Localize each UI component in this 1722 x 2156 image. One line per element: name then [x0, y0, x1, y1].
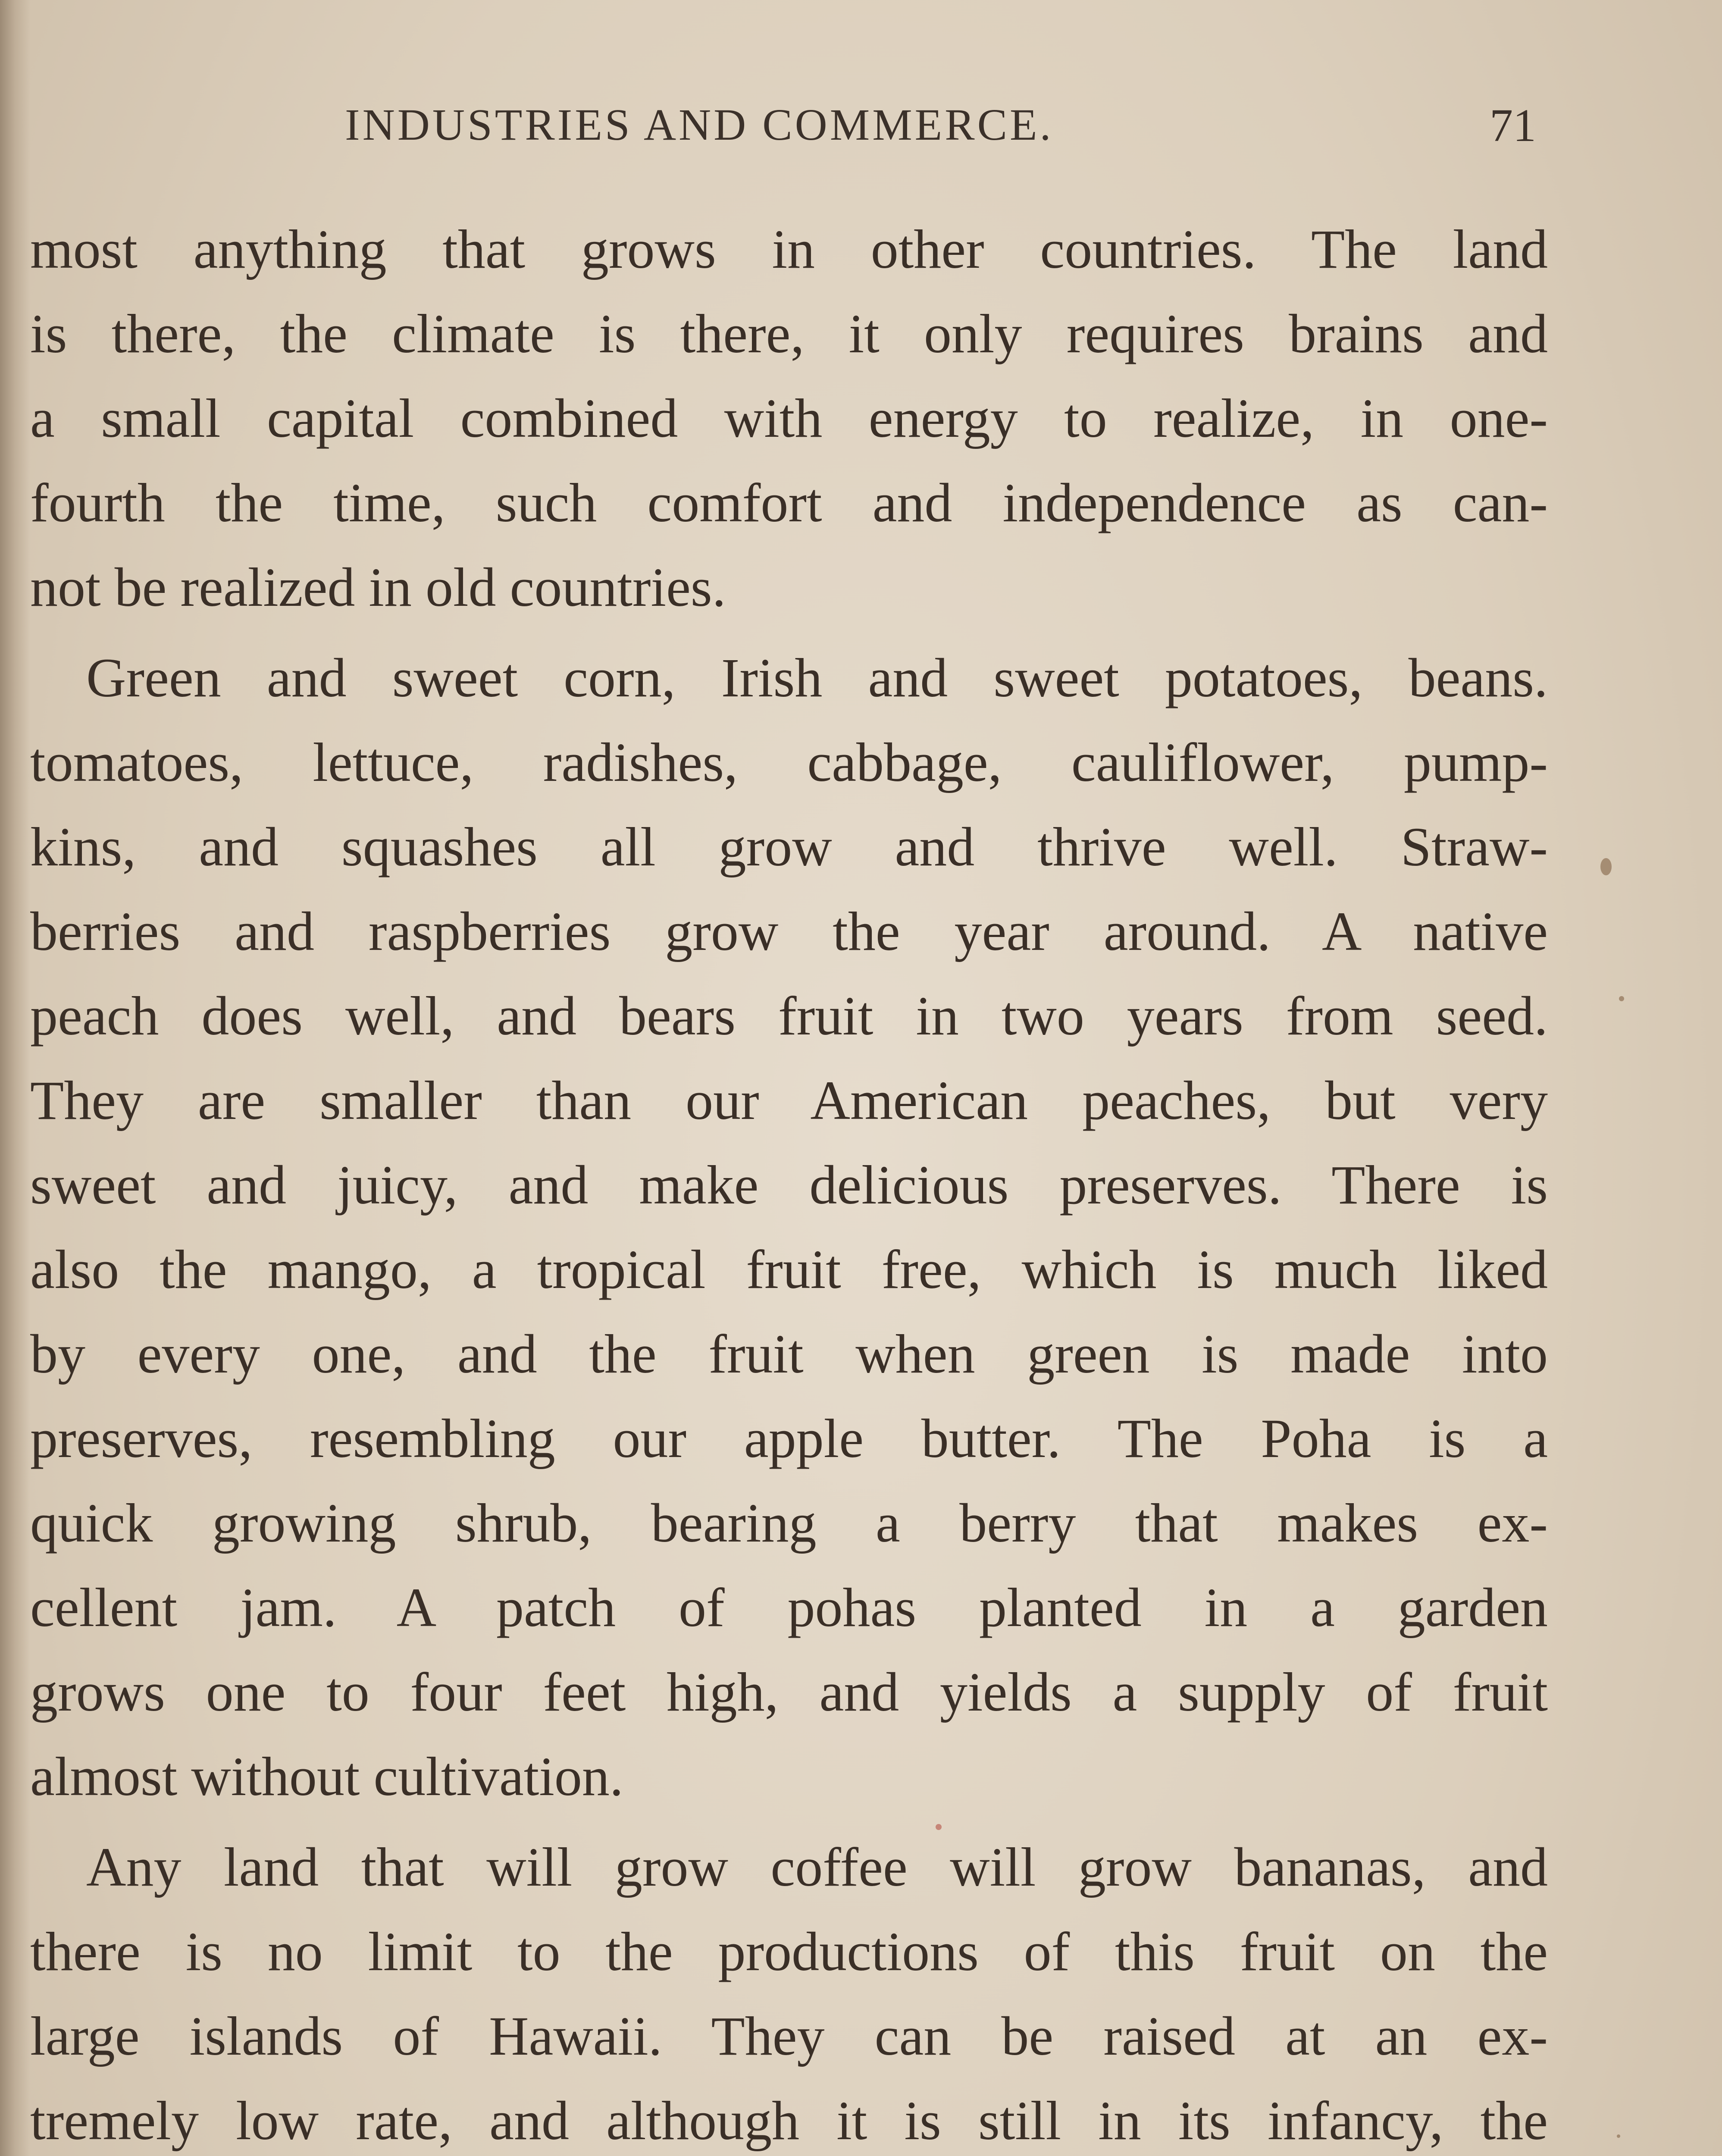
- text-line: Any land that will grow coffee will grow bananas, and: [86, 1836, 1548, 1898]
- running-title: INDUSTRIES AND COMMERCE.: [345, 100, 1054, 150]
- text-line: large islands of Hawaii. They can be raised at an ex-: [30, 2006, 1548, 2067]
- text-line: Green and sweet corn, Irish and sweet potatoes, beans.: [86, 647, 1548, 708]
- paragraph-1: [30, 207, 1548, 630]
- foxing-speck: [1600, 858, 1612, 875]
- text-line: peach does well, and bears fruit in two years from seed.: [30, 985, 1548, 1047]
- text-line: a small capital combined with energy to realize, in one-: [30, 388, 1548, 449]
- body-text: [30, 207, 1548, 2156]
- foxing-speck: [1617, 2134, 1620, 2138]
- foxing-speck: [936, 1824, 942, 1830]
- paragraph-2: [30, 636, 1548, 1819]
- text-line: not be realized in old countries.: [30, 557, 726, 618]
- text-line: by every one, and the fruit when green is made into: [30, 1323, 1548, 1385]
- text-line: quick growing shrub, bearing a berry that makes ex-: [30, 1492, 1548, 1554]
- text-line: most anything that grows in other countries. The land: [30, 219, 1548, 280]
- text-line: fourth the time, such comfort and independence as can-: [30, 472, 1548, 533]
- text-line: cellent jam. A patch of pohas planted in a garden: [30, 1577, 1548, 1638]
- text-line: grows one to four feet high, and yields a supply of fruit: [30, 1661, 1548, 1723]
- paragraph-3: [30, 1825, 1548, 2156]
- foxing-speck: [1619, 996, 1624, 1001]
- text-line: They are smaller than our American peaches, but very: [30, 1070, 1548, 1131]
- text-line: is there, the climate is there, it only requires brains and: [30, 303, 1548, 364]
- text-line: preserves, resembling our apple butter. The Poha is a: [30, 1408, 1548, 1469]
- text-line: kins, and squashes all grow and thrive well. Straw-: [30, 816, 1548, 877]
- text-line: there is no limit to the productions of this fruit on the: [30, 1921, 1548, 1982]
- text-line: tomatoes, lettuce, radishes, cabbage, cauliflower, pump-: [30, 732, 1548, 793]
- text-line: berries and raspberries grow the year around. A native: [30, 901, 1548, 962]
- text-line: also the mango, a tropical fruit free, which is much liked: [30, 1239, 1548, 1300]
- page-gutter-shadow: [0, 0, 30, 2156]
- page-number: 71: [1490, 100, 1536, 151]
- text-line: almost without cultivation.: [30, 1746, 623, 1807]
- text-line: sweet and juicy, and make delicious preserves. There is: [30, 1154, 1548, 1216]
- running-head: [0, 99, 1722, 160]
- text-line: tremely low rate, and although it is still in its infancy, the: [30, 2090, 1548, 2151]
